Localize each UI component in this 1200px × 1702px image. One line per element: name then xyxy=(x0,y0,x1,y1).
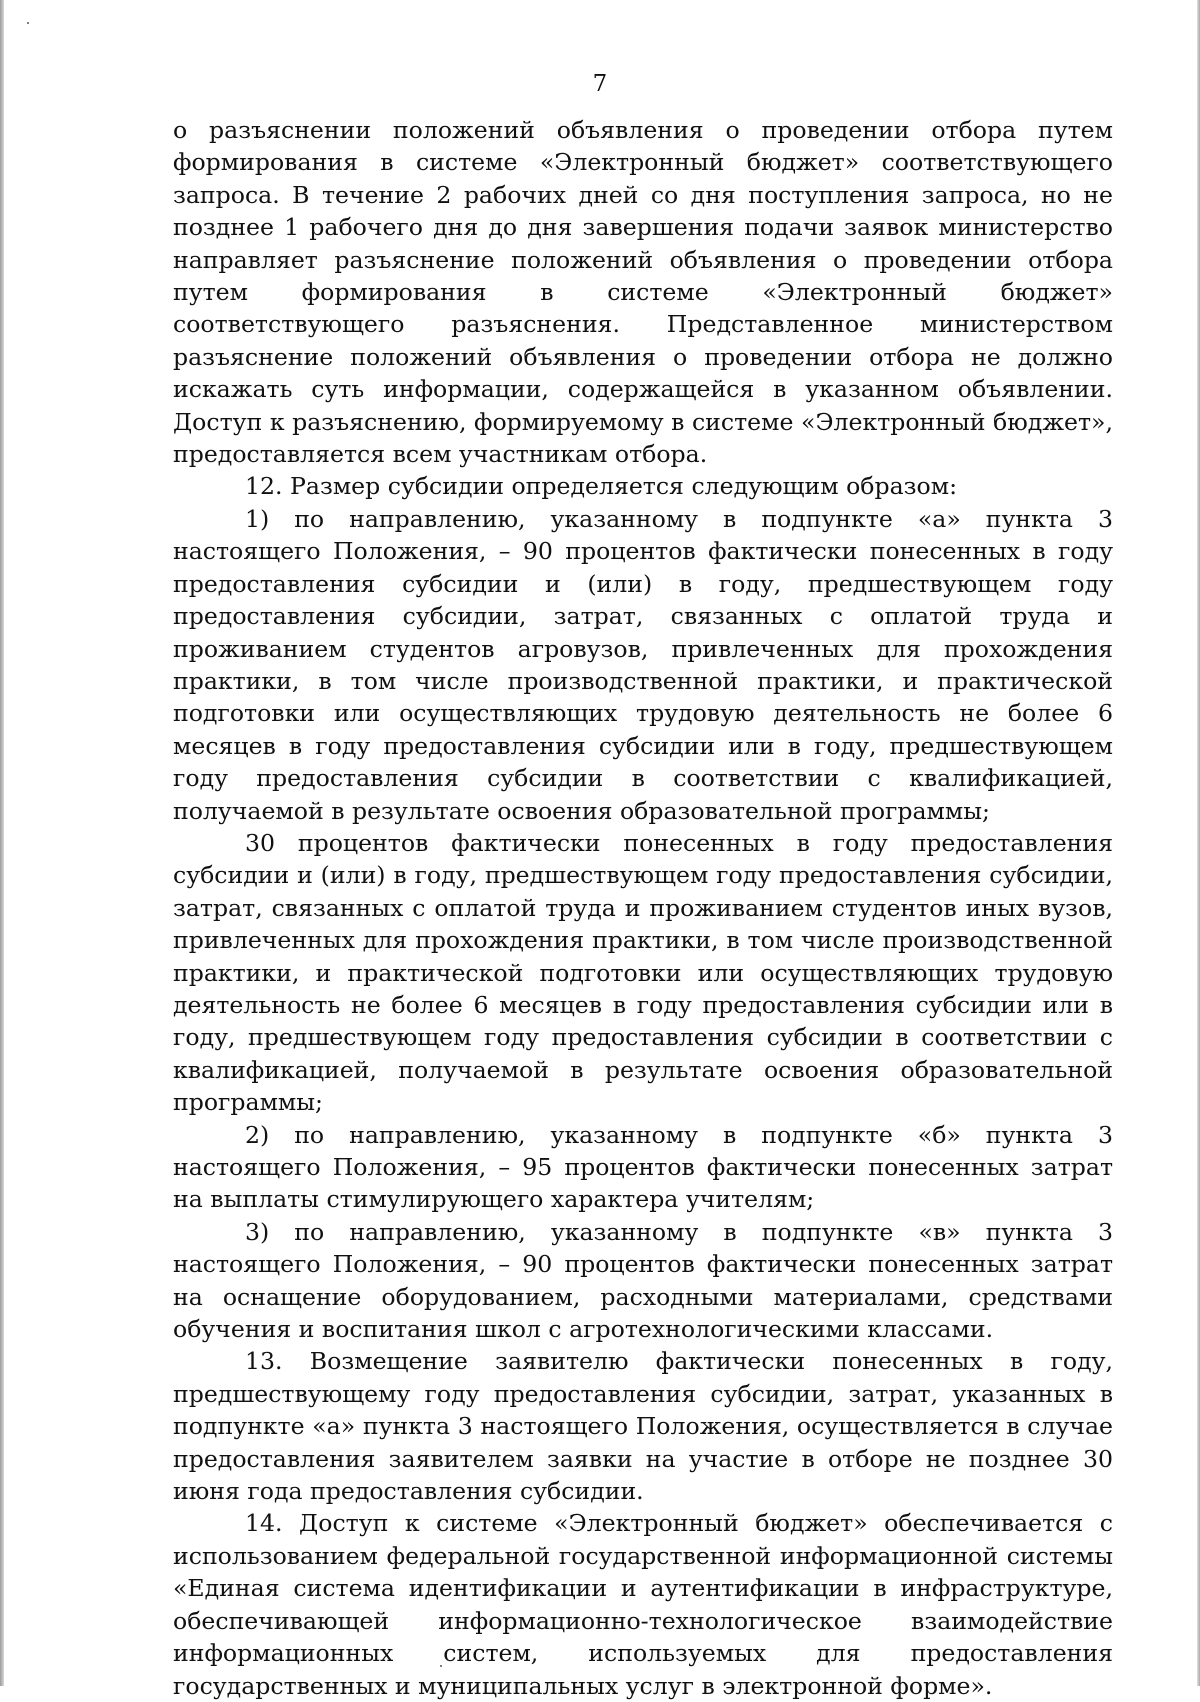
scan-edge-left xyxy=(0,0,4,1686)
paragraph-13: 13. Возмещение заявителю фактически понесенных в году, предшествующему году предоставления субсидии, затрат, указанных в подпункте «а» пункта 3 настоящего Положения, осуществляется в случае предоставления заявителем заявки на участие в отборе не позднее 30 июня года предоставления субсидии. xyxy=(173,1347,1113,1506)
document-body xyxy=(173,114,1113,1702)
paragraph-clarification: о разъяснении положений объявления о проведении отбора путем формирования в системе «Электронный бюджет» соответствующего запроса. В течение 2 рабочих дней со дня поступления запроса, но не позднее 1 рабочего дня до дня завершения подачи заявок министерство направляет разъяснение положений объявления о проведении отбора путем формирования в системе «Электронный бюджет» соответствующего разъяснения. Представленное министерством разъяснение положений объявления о проведении отбора не должно искажать суть информации, содержащейся в указанном объявлении. Доступ к разъяснению, формируемому в системе «Электронный бюджет», предоставляется всем участникам отбора. xyxy=(173,116,1113,469)
paragraph-12-item-1-other-universities: 30 процентов фактически понесенных в году предоставления субсидии и (или) в году, предшествующем году предоставления субсидии, затрат, связанных с оплатой труда и проживанием студентов иных вузов, привлеченных для прохождения практики, в том числе производственной практики, и практической подготовки или осуществляющих трудовую деятельность не более 6 месяцев в году предоставления субсидии или в году, предшествующем году предоставления субсидии в соответствии с квалификацией, получаемой в результате освоения образовательной программы; xyxy=(173,828,1113,1117)
paragraph-12: 12. Размер субсидии определяется следующим образом: xyxy=(245,472,958,501)
paragraph-12-item-3: 3) по направлению, указанному в подпункте «в» пункта 3 настоящего Положения, – 90 процентов фактически понесенных затрат на оснащение оборудованием, расходными материалами, средствами обучения и воспитания школ с агротехнологическими классами. xyxy=(173,1217,1113,1344)
page-number: 7 xyxy=(592,71,608,97)
paragraph-12-item-1: 1) по направлению, указанному в подпункте «а» пункта 3 настоящего Положения, – 90 процентов фактически понесенных в году предоставления субсидии и (или) в году, предшествующем году предоставления субсидии, затрат, связанных с оплатой труда и проживанием студентов агровузов, привлеченных для прохождения практики, в том числе производственной практики, и практической подготовки или осуществляющих трудовую деятельность не более 6 месяцев в году предоставления субсидии или в году, предшествующем году предоставления субсидии в соответствии с квалификацией, получаемой в результате освоения образовательной программы; xyxy=(173,504,1113,825)
paragraph-14: 14. Доступ к системе «Электронный бюджет» обеспечивается с использованием федеральной государственной информационной системы «Единая система идентификации и аутентификации в инфраструктуре, обеспечивающей информационно-технологическое взаимодействие информационных систем, используемых для предоставления государственных и муниципальных услуг в электронной форме». xyxy=(173,1509,1113,1700)
scan-speck xyxy=(27,22,29,24)
paragraph-12-item-2: 2) по направлению, указанному в подпункте «б» пункта 3 настоящего Положения, – 95 процентов фактически понесенных затрат на выплаты стимулирующего характера учителям; xyxy=(173,1120,1113,1214)
